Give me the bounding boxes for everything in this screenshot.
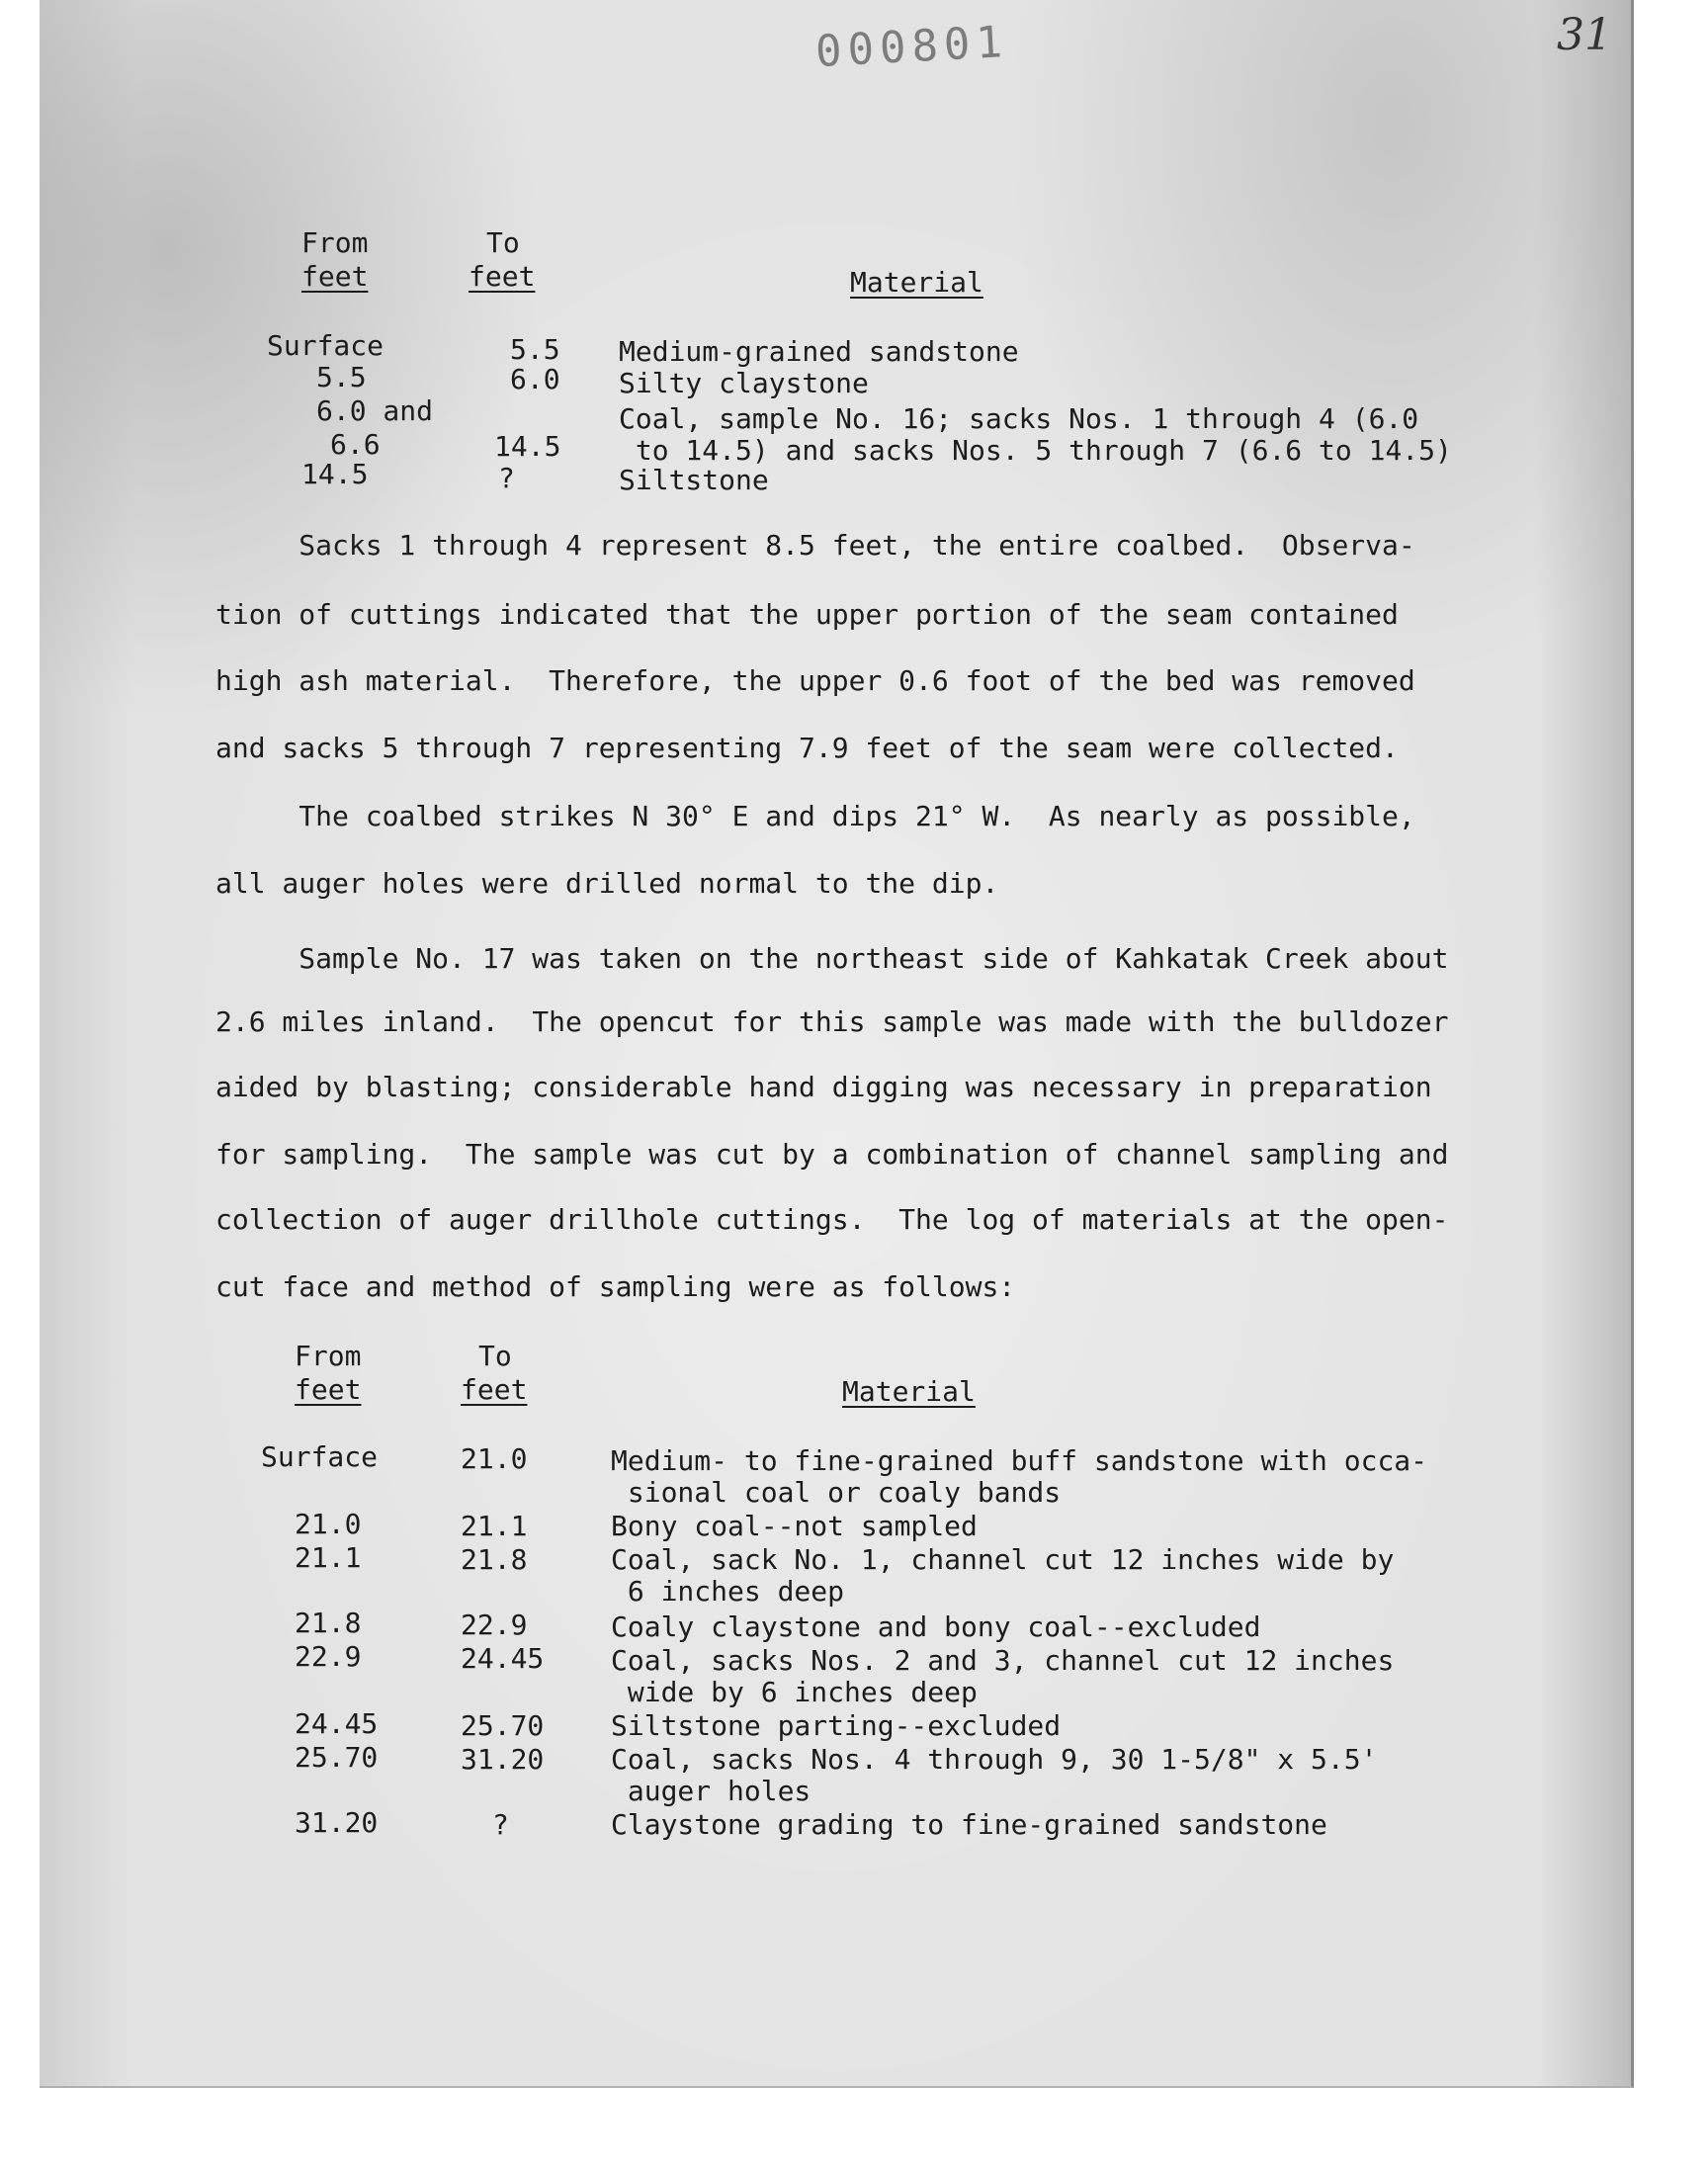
table-row-from: 21.0 bbox=[295, 1508, 362, 1540]
table-row-from: 5.5 bbox=[316, 361, 367, 393]
col-from-unit: feet bbox=[301, 260, 369, 293]
table-row-to: 24.45 bbox=[461, 1642, 545, 1675]
table-row-material: Bony coal--not sampled bbox=[611, 1510, 978, 1542]
col-material-heading: Material bbox=[842, 1375, 976, 1408]
table-row-material: Medium-grained sandstone bbox=[619, 335, 1019, 368]
paragraph-line: collection of auger drillhole cuttings. The log of materials at the open- bbox=[215, 1203, 1449, 1236]
paragraph-line: The coalbed strikes N 30° E and dips 21° W. As nearly as possible, bbox=[215, 800, 1415, 832]
paragraph-line: and sacks 5 through 7 representing 7.9 feet of the seam were collected. bbox=[215, 732, 1399, 764]
table-row-material: Coal, sacks Nos. 4 through 9, 30 1-5/8" x 5.5' bbox=[611, 1743, 1378, 1776]
table-row-to: 6.0 bbox=[510, 363, 560, 395]
col-from-heading: From bbox=[295, 1340, 362, 1372]
col-to-heading: To bbox=[486, 226, 520, 259]
table-row-to: 25.70 bbox=[461, 1709, 545, 1742]
table-row-from: 14.5 bbox=[301, 458, 369, 490]
paragraph-line: high ash material. Therefore, the upper 0.6 foot of the bed was removed bbox=[215, 664, 1415, 697]
paragraph-line: aided by blasting; considerable hand digging was necessary in preparation bbox=[215, 1071, 1432, 1103]
table-row-material: to 14.5) and sacks Nos. 5 through 7 (6.6 to 14.5) bbox=[619, 434, 1452, 467]
paragraph-line: Sacks 1 through 4 represent 8.5 feet, the entire coalbed. Observa- bbox=[215, 529, 1415, 562]
table-row-material: 6 inches deep bbox=[611, 1575, 845, 1608]
table-row-material: auger holes bbox=[611, 1775, 811, 1807]
table-row-material: Siltstone parting--excluded bbox=[611, 1709, 1062, 1742]
table-row-from: 24.45 bbox=[295, 1707, 379, 1740]
document-number-stamp: 000801 bbox=[813, 16, 1010, 78]
table-row-from: 31.20 bbox=[295, 1806, 379, 1839]
table-row-from: 25.70 bbox=[295, 1741, 379, 1774]
paragraph-line: all auger holes were drilled normal to the dip. bbox=[215, 867, 999, 900]
page-number: 31 bbox=[1557, 10, 1612, 60]
col-to-heading: To bbox=[478, 1340, 512, 1372]
table-row-material: Coaly claystone and bony coal--excluded bbox=[611, 1610, 1261, 1643]
table-row-material: Coal, sample No. 16; sacks Nos. 1 through 4 (6.0 bbox=[619, 402, 1419, 435]
table-row-material: Coal, sacks Nos. 2 and 3, channel cut 12 inches bbox=[611, 1644, 1395, 1677]
table-row-to: ? bbox=[492, 1808, 509, 1841]
table-row-material: Claystone grading to fine-grained sandstone bbox=[611, 1808, 1327, 1841]
table-row-from: 21.8 bbox=[295, 1607, 362, 1639]
table-row-to: 5.5 bbox=[510, 333, 560, 366]
table-row-to: ? bbox=[498, 462, 515, 494]
table-row-from: 21.1 bbox=[295, 1541, 362, 1574]
table-row-to: 21.1 bbox=[461, 1510, 528, 1542]
col-from-unit: feet bbox=[295, 1373, 362, 1406]
paragraph-line: cut face and method of sampling were as follows: bbox=[215, 1270, 1016, 1303]
table-row-from: Surface bbox=[261, 1440, 379, 1473]
table-row-material: sional coal or coaly bands bbox=[611, 1476, 1062, 1509]
table-row-material: Medium- to fine-grained buff sandstone with occa- bbox=[611, 1444, 1428, 1477]
paragraph-line: tion of cuttings indicated that the upper portion of the seam contained bbox=[215, 598, 1399, 631]
col-material-heading: Material bbox=[850, 266, 983, 299]
table-row-to: 14.5 bbox=[494, 430, 561, 463]
paragraph-line: for sampling. The sample was cut by a combination of channel sampling and bbox=[215, 1138, 1449, 1171]
table-row-material: Silty claystone bbox=[619, 367, 869, 399]
table-row-to: 22.9 bbox=[461, 1609, 528, 1641]
table-row-from: 22.9 bbox=[295, 1640, 362, 1673]
table-row-material: Siltstone bbox=[619, 464, 769, 496]
table-row-material: Coal, sack No. 1, channel cut 12 inches wide by bbox=[611, 1543, 1395, 1576]
paragraph-line: 2.6 miles inland. The opencut for this sample was made with the bulldozer bbox=[215, 1005, 1449, 1038]
paragraph-line: Sample No. 17 was taken on the northeast side of Kahkatak Creek about bbox=[215, 942, 1449, 975]
document-page bbox=[40, 0, 1634, 2088]
table-row-to: 21.0 bbox=[461, 1442, 528, 1475]
table-row-from: 6.6 bbox=[330, 428, 381, 461]
table-row-material: wide by 6 inches deep bbox=[611, 1676, 978, 1708]
col-from-heading: From bbox=[301, 226, 369, 259]
col-to-unit: feet bbox=[469, 260, 536, 293]
table-row-to: 31.20 bbox=[461, 1743, 545, 1776]
table-row-from: Surface bbox=[267, 329, 384, 362]
col-to-unit: feet bbox=[461, 1373, 528, 1406]
table-row-to: 21.8 bbox=[461, 1543, 528, 1576]
table-row-from: 6.0 and bbox=[316, 394, 434, 427]
